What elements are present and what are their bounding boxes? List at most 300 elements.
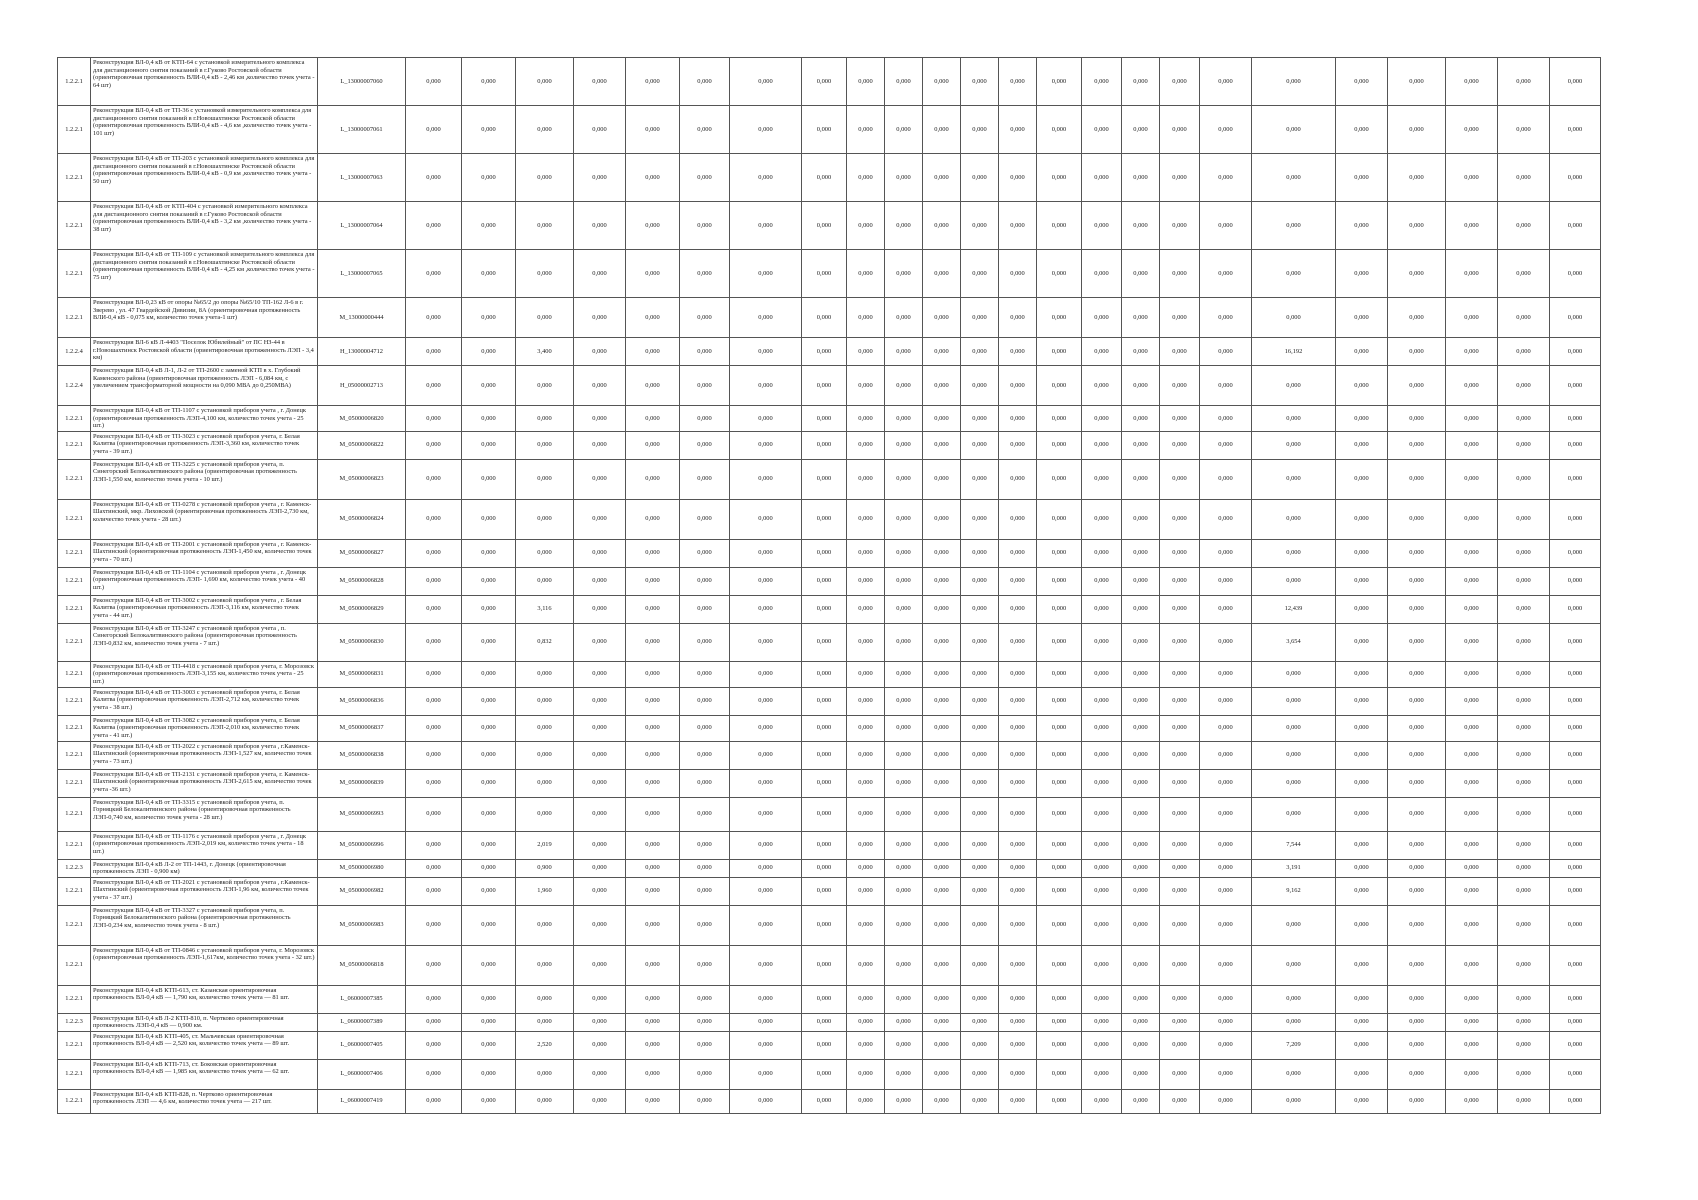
value-cell: 0,000 xyxy=(406,1013,462,1031)
value-cell: 0,000 xyxy=(1037,687,1082,715)
value-cell: 0,000 xyxy=(1037,106,1082,154)
value-cell: 0,000 xyxy=(923,250,961,298)
value-cell: 0,000 xyxy=(961,1013,999,1031)
value-cell: 0,000 xyxy=(406,106,462,154)
value-cell: 0,000 xyxy=(961,831,999,859)
value-cell: 0,000 xyxy=(574,715,626,741)
row-index-cell: 1.2.2.1 xyxy=(58,905,91,945)
value-cell: 0,000 xyxy=(847,459,885,499)
value-cell: 0,000 xyxy=(462,831,516,859)
value-cell: 0,000 xyxy=(1336,859,1388,877)
project-code-cell: M_05000006996 xyxy=(318,831,406,859)
value-cell: 0,000 xyxy=(1388,202,1446,250)
value-cell: 0,000 xyxy=(1200,366,1252,406)
value-cell: 0,000 xyxy=(961,905,999,945)
value-cell: 0,000 xyxy=(1160,945,1200,985)
value-cell: 0,000 xyxy=(406,715,462,741)
value-cell: 0,000 xyxy=(885,905,923,945)
value-cell: 0,000 xyxy=(961,595,999,623)
value-cell: 0,000 xyxy=(680,431,730,459)
value-cell: 0,000 xyxy=(406,661,462,687)
value-cell: 0,000 xyxy=(1037,595,1082,623)
value-cell: 0,000 xyxy=(999,1089,1037,1113)
value-cell: 0,000 xyxy=(574,797,626,831)
value-cell: 0,000 xyxy=(923,431,961,459)
value-cell: 0,000 xyxy=(730,715,802,741)
value-cell: 0,000 xyxy=(847,831,885,859)
value-cell: 7,544 xyxy=(1252,831,1336,859)
project-name-cell: Реконструкция ВЛ-0,4 кВ от ТП-3003 с установкой приборов учета, г. Белая Калитва (ориентировочная протяженность ЛЭП-2,712 км, количество точек учета - 38 шт.) xyxy=(91,687,318,715)
value-cell: 0,000 xyxy=(961,250,999,298)
value-cell: 0,000 xyxy=(406,431,462,459)
value-cell: 0,000 xyxy=(1160,202,1200,250)
value-cell: 0,000 xyxy=(999,499,1037,539)
value-cell: 0,000 xyxy=(847,154,885,202)
value-cell: 0,000 xyxy=(1200,1031,1252,1059)
value-cell: 0,000 xyxy=(999,1013,1037,1031)
value-cell: 0,000 xyxy=(1122,741,1160,769)
row-index-cell: 1.2.2.1 xyxy=(58,623,91,661)
value-cell: 0,000 xyxy=(1122,366,1160,406)
value-cell: 0,000 xyxy=(1446,154,1498,202)
value-cell: 0,000 xyxy=(999,877,1037,905)
table-row xyxy=(58,567,1601,595)
value-cell: 0,000 xyxy=(680,687,730,715)
value-cell: 0,000 xyxy=(406,687,462,715)
value-cell: 0,000 xyxy=(462,106,516,154)
value-cell: 0,000 xyxy=(847,1013,885,1031)
value-cell: 0,000 xyxy=(1550,539,1601,567)
value-cell: 0,000 xyxy=(1550,406,1601,432)
value-cell: 0,000 xyxy=(574,877,626,905)
value-cell: 0,000 xyxy=(1446,687,1498,715)
value-cell: 0,000 xyxy=(626,250,680,298)
value-cell: 0,000 xyxy=(1550,769,1601,797)
value-cell: 0,000 xyxy=(1122,431,1160,459)
value-cell: 0,000 xyxy=(1122,797,1160,831)
value-cell: 0,000 xyxy=(406,499,462,539)
value-cell: 0,000 xyxy=(961,459,999,499)
value-cell: 0,000 xyxy=(730,1013,802,1031)
value-cell: 0,000 xyxy=(923,945,961,985)
value-cell: 0,000 xyxy=(730,406,802,432)
value-cell: 0,000 xyxy=(1160,1059,1200,1089)
value-cell: 0,000 xyxy=(1550,945,1601,985)
value-cell: 0,000 xyxy=(802,154,847,202)
value-cell: 0,000 xyxy=(1200,58,1252,106)
value-cell: 0,000 xyxy=(847,623,885,661)
value-cell: 0,000 xyxy=(1200,595,1252,623)
value-cell: 0,000 xyxy=(574,539,626,567)
value-cell: 0,000 xyxy=(999,202,1037,250)
value-cell: 0,000 xyxy=(1388,298,1446,338)
project-name-cell: Реконструкция ВЛ-6 кВ Л-4403 "Поселок Юбилейный" от ПС НЗ-44 в г.Новошахтинск Ростовской области (ориентировочная протяженность ЛЭП - 3,4 км) xyxy=(91,338,318,366)
value-cell: 0,000 xyxy=(406,877,462,905)
value-cell: 0,000 xyxy=(1550,905,1601,945)
value-cell: 0,000 xyxy=(885,106,923,154)
value-cell: 0,000 xyxy=(1200,298,1252,338)
value-cell: 0,000 xyxy=(1498,431,1550,459)
table-row xyxy=(58,250,1601,298)
row-index-cell: 1.2.2.1 xyxy=(58,431,91,459)
value-cell: 0,000 xyxy=(961,985,999,1013)
value-cell: 0,000 xyxy=(923,595,961,623)
value-cell: 0,000 xyxy=(1336,366,1388,406)
value-cell: 0,000 xyxy=(885,797,923,831)
value-cell: 0,000 xyxy=(1082,623,1122,661)
value-cell: 0,000 xyxy=(1336,1013,1388,1031)
value-cell: 0,000 xyxy=(1550,499,1601,539)
value-cell: 0,000 xyxy=(923,567,961,595)
value-cell: 0,000 xyxy=(1037,859,1082,877)
value-cell: 0,000 xyxy=(802,661,847,687)
value-cell: 0,000 xyxy=(1388,366,1446,406)
value-cell: 0,000 xyxy=(680,831,730,859)
value-cell: 0,000 xyxy=(1446,859,1498,877)
value-cell: 0,000 xyxy=(626,106,680,154)
value-cell: 0,000 xyxy=(885,1089,923,1113)
value-cell: 0,000 xyxy=(802,250,847,298)
value-cell: 0,000 xyxy=(1160,1013,1200,1031)
value-cell: 0,000 xyxy=(885,1013,923,1031)
value-cell: 0,000 xyxy=(847,687,885,715)
value-cell: 0,000 xyxy=(1446,877,1498,905)
value-cell: 0,000 xyxy=(1388,661,1446,687)
value-cell: 0,000 xyxy=(802,1031,847,1059)
value-cell: 3,191 xyxy=(1252,859,1336,877)
value-cell: 0,000 xyxy=(1122,623,1160,661)
value-cell: 0,000 xyxy=(802,539,847,567)
value-cell: 0,000 xyxy=(516,905,574,945)
value-cell: 0,000 xyxy=(1336,945,1388,985)
value-cell: 0,000 xyxy=(1122,250,1160,298)
value-cell: 0,000 xyxy=(1252,106,1336,154)
value-cell: 0,000 xyxy=(1252,797,1336,831)
value-cell: 0,000 xyxy=(1336,741,1388,769)
value-cell: 0,000 xyxy=(1336,661,1388,687)
value-cell: 0,000 xyxy=(1160,366,1200,406)
value-cell: 0,000 xyxy=(680,595,730,623)
value-cell: 0,000 xyxy=(406,1059,462,1089)
value-cell: 0,000 xyxy=(730,797,802,831)
value-cell: 0,000 xyxy=(885,567,923,595)
value-cell: 0,000 xyxy=(1200,431,1252,459)
value-cell: 0,000 xyxy=(680,715,730,741)
value-cell: 0,000 xyxy=(885,431,923,459)
value-cell: 0,000 xyxy=(406,623,462,661)
value-cell: 0,000 xyxy=(730,661,802,687)
table-row xyxy=(58,366,1601,406)
value-cell: 0,000 xyxy=(999,539,1037,567)
row-index-cell: 1.2.2.4 xyxy=(58,338,91,366)
value-cell: 0,000 xyxy=(923,58,961,106)
value-cell: 0,000 xyxy=(406,539,462,567)
value-cell: 2,520 xyxy=(516,1031,574,1059)
value-cell: 0,000 xyxy=(1037,1031,1082,1059)
value-cell: 0,000 xyxy=(1498,567,1550,595)
value-cell: 0,000 xyxy=(923,202,961,250)
project-name-cell: Реконструкция ВЛ-0,4 кВ от ТП-3247 с установкой приборов учета , п. Синегорский Белокалитвинского района (ориентировочная протяженность ЛЭП-0,832 км, количество точек учета - 7 шт.) xyxy=(91,623,318,661)
value-cell: 0,000 xyxy=(923,985,961,1013)
project-name-cell: Реконструкция ВЛ-0,4 кВ от ТП-2021 с установкой приборов учета , г.Каменск-Шахтинский (ориентировочная протяженность ЛЭП-1,96 км, количество точек учета - 37 шт.) xyxy=(91,877,318,905)
value-cell: 0,000 xyxy=(923,797,961,831)
value-cell: 0,000 xyxy=(923,715,961,741)
table-row xyxy=(58,1089,1601,1113)
value-cell: 0,000 xyxy=(1160,567,1200,595)
value-cell: 0,000 xyxy=(1037,715,1082,741)
value-cell: 0,000 xyxy=(923,741,961,769)
value-cell: 0,000 xyxy=(923,623,961,661)
value-cell: 0,000 xyxy=(626,58,680,106)
project-code-cell: L_13000007061 xyxy=(318,106,406,154)
value-cell: 0,000 xyxy=(730,1089,802,1113)
value-cell: 0,000 xyxy=(1252,499,1336,539)
value-cell: 0,000 xyxy=(730,298,802,338)
value-cell: 0,000 xyxy=(1498,797,1550,831)
value-cell: 0,000 xyxy=(1498,905,1550,945)
value-cell: 0,000 xyxy=(406,831,462,859)
value-cell: 0,000 xyxy=(462,154,516,202)
value-cell: 0,000 xyxy=(1498,985,1550,1013)
value-cell: 0,000 xyxy=(406,154,462,202)
value-cell: 2,019 xyxy=(516,831,574,859)
value-cell: 0,000 xyxy=(961,567,999,595)
value-cell: 0,000 xyxy=(1082,406,1122,432)
value-cell: 0,000 xyxy=(1082,661,1122,687)
value-cell: 0,000 xyxy=(802,905,847,945)
value-cell: 0,000 xyxy=(961,202,999,250)
value-cell: 0,000 xyxy=(462,1031,516,1059)
value-cell: 0,000 xyxy=(1200,623,1252,661)
value-cell: 0,000 xyxy=(923,905,961,945)
value-cell: 0,000 xyxy=(999,58,1037,106)
table-row xyxy=(58,945,1601,985)
value-cell: 0,000 xyxy=(802,106,847,154)
value-cell: 0,000 xyxy=(1200,154,1252,202)
value-cell: 0,000 xyxy=(802,797,847,831)
value-cell: 0,000 xyxy=(1550,58,1601,106)
value-cell: 0,000 xyxy=(680,250,730,298)
value-cell: 1,960 xyxy=(516,877,574,905)
value-cell: 0,000 xyxy=(574,905,626,945)
row-index-cell: 1.2.2.1 xyxy=(58,877,91,905)
row-index-cell: 1.2.2.1 xyxy=(58,250,91,298)
value-cell: 0,000 xyxy=(1336,769,1388,797)
value-cell: 0,000 xyxy=(462,250,516,298)
project-code-cell: L_13000007064 xyxy=(318,202,406,250)
value-cell: 0,000 xyxy=(516,366,574,406)
value-cell: 0,000 xyxy=(1498,1013,1550,1031)
value-cell: 0,000 xyxy=(999,769,1037,797)
value-cell: 0,000 xyxy=(1498,338,1550,366)
value-cell: 0,000 xyxy=(680,154,730,202)
value-cell: 0,000 xyxy=(680,1089,730,1113)
value-cell: 0,000 xyxy=(574,623,626,661)
value-cell: 0,000 xyxy=(516,106,574,154)
value-cell: 0,000 xyxy=(626,338,680,366)
value-cell: 0,000 xyxy=(626,1089,680,1113)
value-cell: 0,000 xyxy=(516,797,574,831)
value-cell: 0,000 xyxy=(1336,567,1388,595)
value-cell: 3,116 xyxy=(516,595,574,623)
value-cell: 0,000 xyxy=(680,1031,730,1059)
value-cell: 0,000 xyxy=(999,431,1037,459)
value-cell: 0,000 xyxy=(885,366,923,406)
value-cell: 0,000 xyxy=(1550,154,1601,202)
value-cell: 0,000 xyxy=(1388,1013,1446,1031)
value-cell: 0,000 xyxy=(574,298,626,338)
value-cell: 0,000 xyxy=(626,831,680,859)
project-name-cell: Реконструкция ВЛ-0,4 кВ от ТП-2001 с установкой приборов учета , г. Каменск-Шахтинский (ориентировочная протяженность ЛЭП-1,450 км, количество точек учета - 70 шт.) xyxy=(91,539,318,567)
value-cell: 0,000 xyxy=(730,859,802,877)
value-cell: 0,000 xyxy=(626,661,680,687)
value-cell: 0,000 xyxy=(516,406,574,432)
value-cell: 0,000 xyxy=(1200,985,1252,1013)
value-cell: 0,000 xyxy=(847,741,885,769)
value-cell: 0,000 xyxy=(1388,1089,1446,1113)
value-cell: 0,000 xyxy=(1498,366,1550,406)
value-cell: 0,000 xyxy=(1037,406,1082,432)
value-cell: 0,000 xyxy=(1037,499,1082,539)
value-cell: 0,000 xyxy=(847,1089,885,1113)
value-cell: 0,000 xyxy=(1388,1031,1446,1059)
value-cell: 0,000 xyxy=(1388,905,1446,945)
value-cell: 0,000 xyxy=(885,859,923,877)
value-cell: 0,000 xyxy=(680,859,730,877)
value-cell: 0,000 xyxy=(1336,715,1388,741)
value-cell: 0,000 xyxy=(574,985,626,1013)
table-row xyxy=(58,58,1601,106)
project-code-cell: M_05000006822 xyxy=(318,431,406,459)
value-cell: 0,000 xyxy=(1446,741,1498,769)
value-cell: 0,000 xyxy=(1082,539,1122,567)
value-cell: 0,000 xyxy=(626,687,680,715)
value-cell: 0,000 xyxy=(1446,715,1498,741)
value-cell: 0,000 xyxy=(1498,58,1550,106)
value-cell: 0,000 xyxy=(885,769,923,797)
value-cell: 0,000 xyxy=(1252,661,1336,687)
value-cell: 0,000 xyxy=(680,623,730,661)
value-cell: 0,000 xyxy=(516,459,574,499)
value-cell: 0,000 xyxy=(730,905,802,945)
value-cell: 0,000 xyxy=(885,715,923,741)
value-cell: 0,000 xyxy=(462,945,516,985)
value-cell: 0,000 xyxy=(1082,741,1122,769)
value-cell: 0,000 xyxy=(1122,298,1160,338)
table-row xyxy=(58,905,1601,945)
table-row xyxy=(58,1013,1601,1031)
value-cell: 0,000 xyxy=(462,859,516,877)
investment-table xyxy=(57,57,1601,1114)
value-cell: 0,000 xyxy=(1388,406,1446,432)
value-cell: 0,000 xyxy=(1446,661,1498,687)
value-cell: 0,000 xyxy=(1082,459,1122,499)
value-cell: 0,000 xyxy=(1252,905,1336,945)
value-cell: 0,000 xyxy=(961,1031,999,1059)
row-index-cell: 1.2.2.1 xyxy=(58,1031,91,1059)
value-cell: 0,000 xyxy=(1200,741,1252,769)
value-cell: 0,000 xyxy=(1388,985,1446,1013)
value-cell: 0,000 xyxy=(1498,1089,1550,1113)
value-cell: 0,000 xyxy=(1252,1013,1336,1031)
value-cell: 0,000 xyxy=(1122,859,1160,877)
value-cell: 0,000 xyxy=(406,1089,462,1113)
value-cell: 0,000 xyxy=(730,945,802,985)
value-cell: 0,000 xyxy=(406,567,462,595)
row-index-cell: 1.2.2.1 xyxy=(58,985,91,1013)
value-cell: 0,000 xyxy=(1388,715,1446,741)
table-row xyxy=(58,202,1601,250)
value-cell: 0,000 xyxy=(462,539,516,567)
project-code-cell: M_05000006828 xyxy=(318,567,406,595)
value-cell: 0,000 xyxy=(462,202,516,250)
value-cell: 0,000 xyxy=(1388,58,1446,106)
value-cell: 0,000 xyxy=(1122,831,1160,859)
value-cell: 0,000 xyxy=(847,431,885,459)
value-cell: 0,000 xyxy=(923,1031,961,1059)
value-cell: 0,900 xyxy=(516,859,574,877)
value-cell: 0,000 xyxy=(999,905,1037,945)
value-cell: 0,000 xyxy=(923,1013,961,1031)
value-cell: 0,000 xyxy=(626,459,680,499)
value-cell: 0,000 xyxy=(1446,298,1498,338)
value-cell: 0,000 xyxy=(1252,154,1336,202)
value-cell: 0,000 xyxy=(999,595,1037,623)
value-cell: 0,000 xyxy=(680,366,730,406)
value-cell: 0,000 xyxy=(406,1031,462,1059)
value-cell: 0,000 xyxy=(462,366,516,406)
value-cell: 0,000 xyxy=(1336,1089,1388,1113)
value-cell: 0,000 xyxy=(1498,499,1550,539)
value-cell: 0,000 xyxy=(1037,661,1082,687)
value-cell: 0,000 xyxy=(847,406,885,432)
value-cell: 0,000 xyxy=(1160,687,1200,715)
project-name-cell: Реконструкция ВЛ-0,4 кВ КТП-713, ст. Боковская ориентировочная протяженность ВЛ-0,4 кВ — 1,985 км, количество точек учета — 62 шт. xyxy=(91,1059,318,1089)
value-cell: 0,000 xyxy=(999,459,1037,499)
value-cell: 0,000 xyxy=(680,769,730,797)
value-cell: 0,000 xyxy=(680,567,730,595)
value-cell: 0,000 xyxy=(1550,985,1601,1013)
value-cell: 0,000 xyxy=(923,1089,961,1113)
value-cell: 0,000 xyxy=(1550,623,1601,661)
value-cell: 0,000 xyxy=(1160,877,1200,905)
value-cell: 0,000 xyxy=(1122,1013,1160,1031)
value-cell: 0,000 xyxy=(1200,769,1252,797)
value-cell: 0,000 xyxy=(802,831,847,859)
value-cell: 0,000 xyxy=(1336,623,1388,661)
value-cell: 0,000 xyxy=(1388,769,1446,797)
value-cell: 0,000 xyxy=(626,567,680,595)
value-cell: 0,000 xyxy=(574,741,626,769)
value-cell: 0,000 xyxy=(885,250,923,298)
project-name-cell: Реконструкция ВЛ-0,4 кВ от ТП-36 с установкой измерительного комплекса для дистанционного снятия показаний в г.Новошахтинске Ростовской области (ориентировочная протяженность ВЛИ-0,4 кВ - 4,6 км ,количество точек учета - 101 шт) xyxy=(91,106,318,154)
value-cell: 0,000 xyxy=(626,154,680,202)
value-cell: 0,000 xyxy=(802,769,847,797)
project-code-cell: L_13000007063 xyxy=(318,154,406,202)
value-cell: 0,000 xyxy=(1336,202,1388,250)
value-cell: 0,000 xyxy=(1200,687,1252,715)
value-cell: 0,000 xyxy=(730,831,802,859)
value-cell: 0,000 xyxy=(961,106,999,154)
value-cell: 0,000 xyxy=(999,338,1037,366)
value-cell: 0,000 xyxy=(462,985,516,1013)
value-cell: 0,000 xyxy=(847,539,885,567)
value-cell: 0,000 xyxy=(1388,797,1446,831)
value-cell: 0,000 xyxy=(574,1089,626,1113)
value-cell: 0,000 xyxy=(574,1031,626,1059)
value-cell: 0,000 xyxy=(961,431,999,459)
value-cell: 0,000 xyxy=(961,366,999,406)
